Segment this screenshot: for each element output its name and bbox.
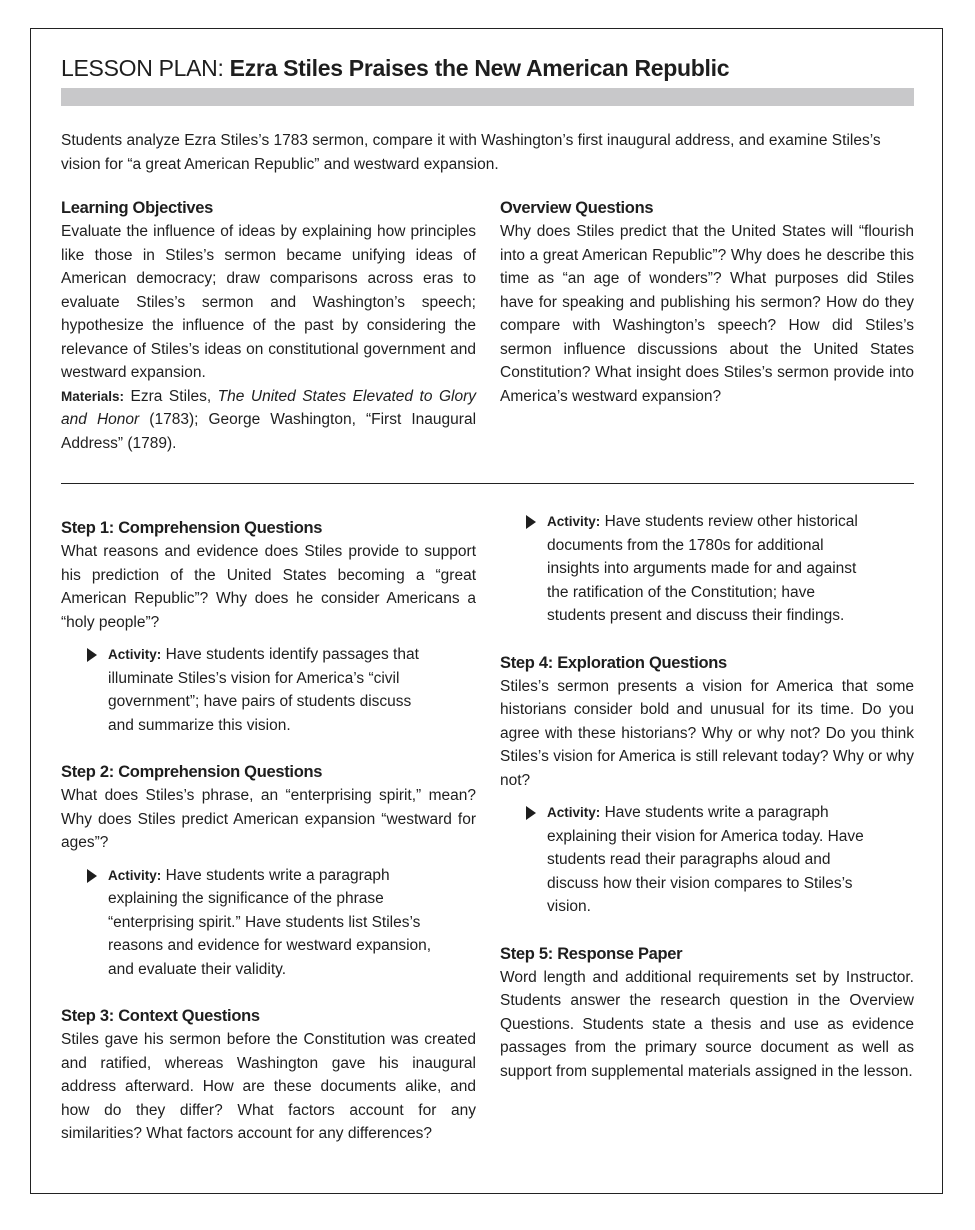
step-4-text: Stiles’s sermon presents a vision for America that some historians consider bold and unusual for its time. Do you agree with these historians? Why or why not? Do you think Stiles’s vision for America is still relevant today? Why or why not?: [500, 677, 914, 789]
step-1-heading: Step 1: Comprehension Questions: [61, 519, 323, 537]
step-2-activity-text: Have students write a paragraph explaining the significance of the phrase “enterprising spirit.” Have students list Stiles’s reasons and evidence for westward expansion, and evaluate their validity.: [108, 866, 432, 978]
learning-objectives-heading: Learning Objectives: [61, 199, 214, 217]
step-4-activity: [500, 801, 877, 919]
overview-questions-section: [500, 196, 914, 408]
overview-questions-heading: Overview Questions: [500, 199, 654, 217]
bullet-arrow-icon: [526, 515, 536, 529]
step-1-text: What reasons and evidence does Stiles provide to support his prediction of the United States becoming a “great American Republic”? Why does he consider Americans a “holy people”?: [61, 543, 476, 631]
right-steps-column: [500, 510, 914, 1083]
activity-label: Activity:: [108, 867, 162, 883]
bullet-arrow-icon: [87, 869, 97, 883]
step-2-heading: Step 2: Comprehension Questions: [61, 763, 323, 781]
step-1-activity-text: Have students identify passages that illuminate Stiles’s vision for America’s “civil government”; have pairs of students discuss and summarize this vision.: [108, 646, 419, 734]
activity-label: Activity:: [108, 647, 162, 662]
step-5-heading: Step 5: Response Paper: [500, 944, 683, 963]
step-4-heading: Step 4: Exploration Questions: [500, 653, 727, 672]
step-5-text: Word length and additional requirements set by Instructor. Students answer the research question in the Overview Questions. Students state a thesis and use as evidence passages from the primary source document as well as support from supplemental materials assigned in the lesson.: [500, 968, 914, 1080]
title-main: Ezra Stiles Praises the New American Republic: [229, 55, 730, 81]
intro-paragraph: Students analyze Ezra Stiles’s 1783 sermon, compare it with Washington’s first inaugural address, and examine Stiles’s vision for “a great American Republic” and westward expansion.: [61, 132, 881, 173]
materials-title: The United States Elevated to Glory and Honor: [61, 387, 476, 428]
activity-label: Activity:: [547, 514, 601, 529]
bullet-arrow-icon: [526, 806, 536, 820]
materials-author: Ezra Stiles,: [130, 387, 212, 405]
step-4-activity-text: Have students write a paragraph explaining their vision for America today. Have students read their paragraphs aloud and discuss how their vision compares to Stiles’s vision.: [547, 804, 864, 915]
materials-rest: (1783); George Washington, “First Inaugural Address” (1789).: [61, 411, 477, 452]
title-bar: [61, 88, 914, 106]
learning-objectives-text: Evaluate the influence of ideas by explaining how principles like those in Stiles’s sermon became unifying ideas of American democracy; draw comparisons across eras to evaluate Stiles’s sermon and Washington’s speech; hypothesize the influence of the past by considering the relevance of Stiles’s ideas on constitutional government and westward expansion.: [61, 223, 476, 381]
step-3-heading: Step 3: Context Questions: [61, 1007, 260, 1025]
step-3-activity-text: Have students review other historical documents from the 1780s for additional insights into arguments made for and against the ratification of the Constitution; have students present and discuss their findings.: [547, 513, 858, 624]
step-2-text: What does Stiles’s phrase, an “enterprising spirit,” mean? Why does Stiles predict American expansion “westward for ages”?: [61, 787, 476, 851]
left-steps-column: [61, 516, 476, 1146]
step-3-text: Stiles gave his sermon before the Constitution was created and ratified, whereas Washington gave his inaugural address afterward. How are these documents alike, and how do they differ? What factors account for any similarities? What factors account for any differences?: [61, 1031, 476, 1142]
materials-text: [61, 385, 476, 456]
materials-label: Materials:: [61, 388, 125, 404]
title-prefix: LESSON PLAN:: [61, 55, 224, 81]
activity-label: Activity:: [547, 805, 601, 820]
step-1-activity: [61, 643, 438, 737]
step-2-activity: [61, 864, 438, 982]
learning-objectives-section: [61, 196, 476, 455]
overview-questions-text: Why does Stiles predict that the United States will “flourish into a great American Republic”? Why does he describe this time as “an age of wonders”? What purposes did Stiles have for speaking and publishing his sermon? How do they compare with Washington’s speech? How did Stiles’s sermon influence discussions about the United States Constitution? What insight does Stiles’s sermon provide into America’s westward expansion?: [500, 223, 914, 405]
bullet-arrow-icon: [87, 648, 97, 662]
page-title: [61, 52, 729, 84]
step-3-activity: [500, 510, 877, 628]
section-divider: [61, 483, 914, 484]
